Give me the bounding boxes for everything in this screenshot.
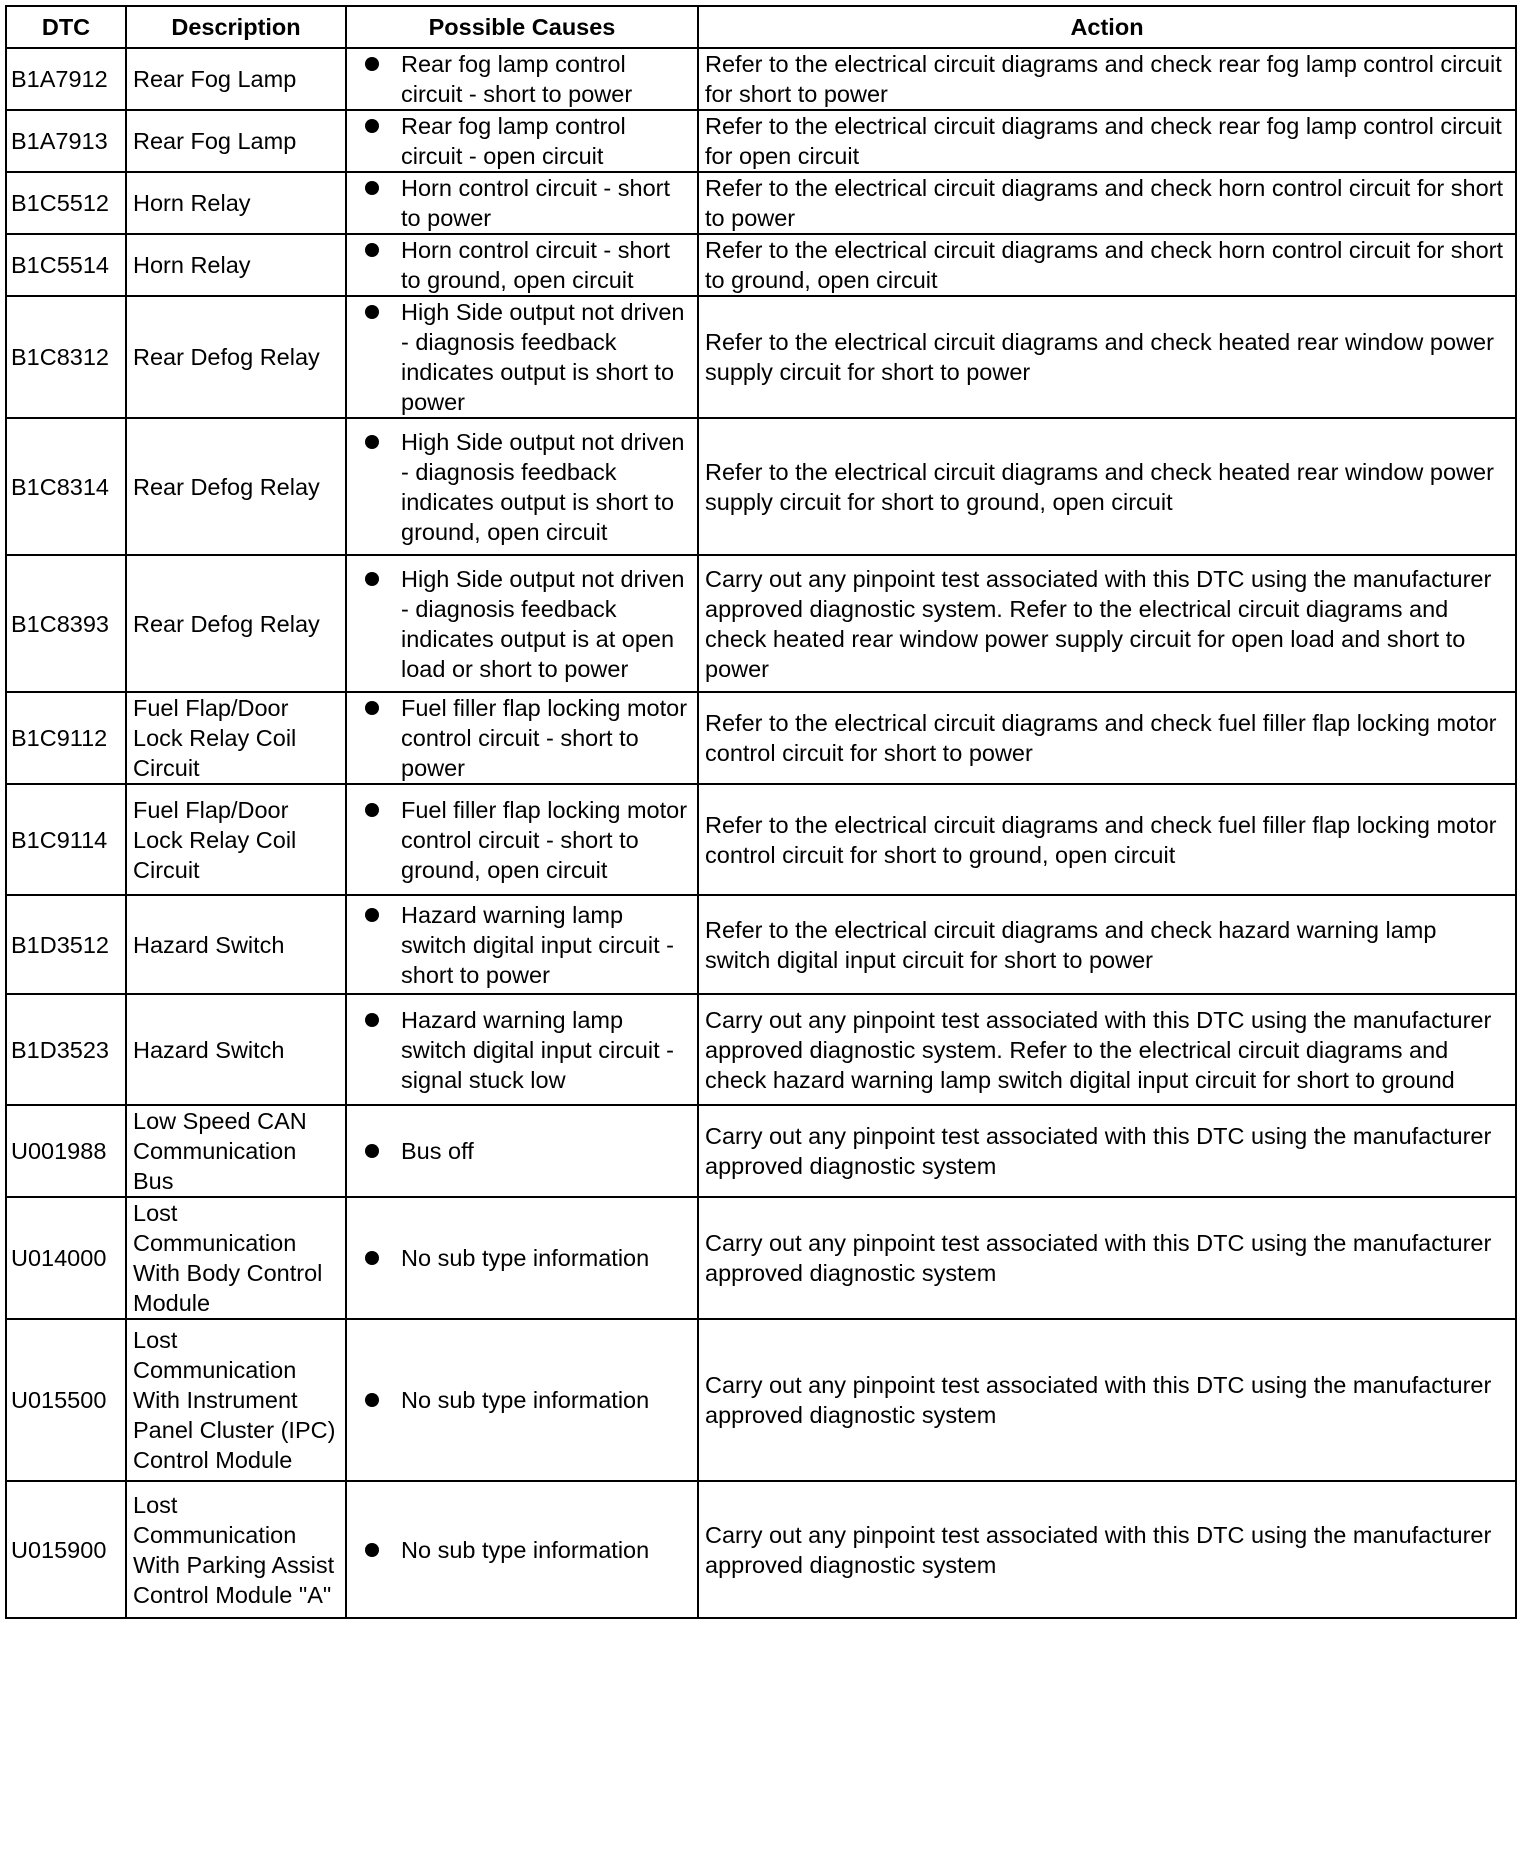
- cause-list: [365, 111, 693, 171]
- possible-causes-cell: [346, 784, 698, 895]
- action-text: Refer to the electrical circuit diagrams and check fuel filler flap locking motor control circuit for short to ground, open circuit: [698, 784, 1516, 895]
- bullet-icon: [365, 305, 379, 319]
- cause-text: No sub type information: [401, 1387, 650, 1413]
- cause-item: [365, 1535, 693, 1565]
- cause-item: [365, 297, 693, 417]
- bullet-icon: [365, 1393, 379, 1407]
- cause-item: [365, 49, 693, 109]
- cause-list: [365, 1243, 693, 1273]
- table-row: [6, 172, 1516, 234]
- header-dtc: DTC: [6, 6, 126, 48]
- bullet-icon: [365, 57, 379, 71]
- cause-list: [365, 427, 693, 547]
- cause-text: Bus off: [401, 1138, 474, 1164]
- cause-item: [365, 427, 693, 547]
- cause-item: [365, 693, 693, 783]
- dtc-description: Rear Fog Lamp: [126, 48, 346, 110]
- action-text: Refer to the electrical circuit diagrams and check horn control circuit for short to power: [698, 172, 1516, 234]
- dtc-code: B1C5512: [6, 172, 126, 234]
- dtc-code: B1A7913: [6, 110, 126, 172]
- cause-item: [365, 1136, 693, 1166]
- table-row: [6, 692, 1516, 784]
- bullet-icon: [365, 572, 379, 586]
- dtc-code: B1D3523: [6, 994, 126, 1105]
- cause-list: [365, 1385, 693, 1415]
- action-text: Carry out any pinpoint test associated with this DTC using the manufacturer approved diagnostic system. Refer to the electrical circuit diagrams and check hazard warning lamp switch digital input circuit for short to ground: [698, 994, 1516, 1105]
- table-row: [6, 994, 1516, 1105]
- bullet-icon: [365, 908, 379, 922]
- possible-causes-cell: [346, 110, 698, 172]
- bullet-icon: [365, 435, 379, 449]
- table-row: [6, 48, 1516, 110]
- action-text: Refer to the electrical circuit diagrams and check rear fog lamp control circuit for short to power: [698, 48, 1516, 110]
- table-body: [6, 48, 1516, 1618]
- action-text: Refer to the electrical circuit diagrams and check heated rear window power supply circuit for short to ground, open circuit: [698, 418, 1516, 555]
- cause-list: [365, 1535, 693, 1565]
- cause-text: Horn control circuit - short to power: [401, 175, 671, 231]
- cause-item: [365, 1005, 693, 1095]
- possible-causes-cell: [346, 1481, 698, 1618]
- dtc-description: Low Speed CAN Communication Bus: [126, 1105, 346, 1197]
- dtc-code: U015900: [6, 1481, 126, 1618]
- cause-list: [365, 49, 693, 109]
- header-description: Description: [126, 6, 346, 48]
- cause-text: Rear fog lamp control circuit - open circuit: [401, 113, 626, 169]
- table-row: [6, 1481, 1516, 1618]
- possible-causes-cell: [346, 48, 698, 110]
- dtc-code: U001988: [6, 1105, 126, 1197]
- bullet-icon: [365, 181, 379, 195]
- possible-causes-cell: [346, 234, 698, 296]
- dtc-description: Lost Communication With Instrument Panel Cluster (IPC) Control Module: [126, 1319, 346, 1481]
- cause-text: Hazard warning lamp switch digital input circuit - short to power: [401, 901, 674, 988]
- cause-item: [365, 173, 693, 233]
- cause-list: [365, 900, 693, 990]
- dtc-description: Rear Defog Relay: [126, 418, 346, 555]
- table-row: [6, 1197, 1516, 1319]
- possible-causes-cell: [346, 1197, 698, 1319]
- table-row: [6, 234, 1516, 296]
- action-text: Refer to the electrical circuit diagrams and check rear fog lamp control circuit for open circuit: [698, 110, 1516, 172]
- dtc-description: Lost Communication With Parking Assist Control Module "A": [126, 1481, 346, 1618]
- cause-list: [365, 1136, 693, 1166]
- dtc-description: Hazard Switch: [126, 895, 346, 994]
- action-text: Refer to the electrical circuit diagrams and check fuel filler flap locking motor control circuit for short to power: [698, 692, 1516, 784]
- dtc-code: B1C9114: [6, 784, 126, 895]
- cause-text: No sub type information: [401, 1245, 650, 1271]
- cause-text: Hazard warning lamp switch digital input circuit - signal stuck low: [401, 1006, 674, 1093]
- possible-causes-cell: [346, 895, 698, 994]
- dtc-description: Lost Communication With Body Control Module: [126, 1197, 346, 1319]
- bullet-icon: [365, 1144, 379, 1158]
- cause-text: Horn control circuit - short to ground, open circuit: [401, 237, 671, 293]
- bullet-icon: [365, 803, 379, 817]
- table-row: [6, 296, 1516, 418]
- possible-causes-cell: [346, 296, 698, 418]
- possible-causes-cell: [346, 1105, 698, 1197]
- cause-list: [365, 564, 693, 684]
- possible-causes-cell: [346, 1319, 698, 1481]
- action-text: Carry out any pinpoint test associated with this DTC using the manufacturer approved diagnostic system: [698, 1197, 1516, 1319]
- dtc-code: U015500: [6, 1319, 126, 1481]
- dtc-description: Rear Defog Relay: [126, 296, 346, 418]
- dtc-description: Horn Relay: [126, 234, 346, 296]
- possible-causes-cell: [346, 172, 698, 234]
- bullet-icon: [365, 1251, 379, 1265]
- dtc-description: Rear Fog Lamp: [126, 110, 346, 172]
- cause-item: [365, 235, 693, 295]
- action-text: Carry out any pinpoint test associated with this DTC using the manufacturer approved diagnostic system. Refer to the electrical circuit diagrams and check heated rear window power supply circuit for open load and short to power: [698, 555, 1516, 692]
- action-text: Carry out any pinpoint test associated with this DTC using the manufacturer approved diagnostic system: [698, 1481, 1516, 1618]
- dtc-description: Hazard Switch: [126, 994, 346, 1105]
- table-row: [6, 895, 1516, 994]
- bullet-icon: [365, 119, 379, 133]
- table-row: [6, 1105, 1516, 1197]
- cause-list: [365, 297, 693, 417]
- table-row: [6, 418, 1516, 555]
- dtc-code: B1A7912: [6, 48, 126, 110]
- action-text: Carry out any pinpoint test associated with this DTC using the manufacturer approved diagnostic system: [698, 1319, 1516, 1481]
- cause-text: Fuel filler flap locking motor control circuit - short to power: [401, 695, 688, 781]
- action-text: Refer to the electrical circuit diagrams and check heated rear window power supply circuit for short to power: [698, 296, 1516, 418]
- possible-causes-cell: [346, 994, 698, 1105]
- cause-text: No sub type information: [401, 1536, 650, 1563]
- cause-item: [365, 900, 693, 990]
- cause-text: High Side output not driven - diagnosis feedback indicates output is short to power: [401, 299, 685, 415]
- dtc-description: Fuel Flap/Door Lock Relay Coil Circuit: [126, 784, 346, 895]
- possible-causes-cell: [346, 692, 698, 784]
- cause-list: [365, 173, 693, 233]
- cause-item: [365, 564, 693, 684]
- bullet-icon: [365, 701, 379, 715]
- dtc-description: Horn Relay: [126, 172, 346, 234]
- table-row: [6, 555, 1516, 692]
- cause-list: [365, 235, 693, 295]
- dtc-code: U014000: [6, 1197, 126, 1319]
- dtc-table: [5, 5, 1517, 1619]
- bullet-icon: [365, 243, 379, 257]
- cause-item: [365, 1385, 693, 1415]
- action-text: Refer to the electrical circuit diagrams and check horn control circuit for short to ground, open circuit: [698, 234, 1516, 296]
- header-possible-causes: Possible Causes: [346, 6, 698, 48]
- table-header-row: [6, 6, 1516, 48]
- table-row: [6, 110, 1516, 172]
- action-text: Refer to the electrical circuit diagrams and check hazard warning lamp switch digital input circuit for short to power: [698, 895, 1516, 994]
- header-action: Action: [698, 6, 1516, 48]
- table-row: [6, 1319, 1516, 1481]
- cause-list: [365, 795, 693, 885]
- cause-list: [365, 1005, 693, 1095]
- cause-text: High Side output not driven - diagnosis feedback indicates output is short to ground, open circuit: [401, 428, 685, 545]
- cause-list: [365, 693, 693, 783]
- cause-item: [365, 1243, 693, 1273]
- dtc-code: B1C9112: [6, 692, 126, 784]
- cause-item: [365, 795, 693, 885]
- bullet-icon: [365, 1543, 379, 1557]
- dtc-code: B1C8393: [6, 555, 126, 692]
- dtc-code: B1C8314: [6, 418, 126, 555]
- dtc-description: Fuel Flap/Door Lock Relay Coil Circuit: [126, 692, 346, 784]
- action-text: Carry out any pinpoint test associated with this DTC using the manufacturer approved diagnostic system: [698, 1105, 1516, 1197]
- cause-text: High Side output not driven - diagnosis feedback indicates output is at open load or short to power: [401, 565, 685, 682]
- dtc-description: Rear Defog Relay: [126, 555, 346, 692]
- cause-item: [365, 111, 693, 171]
- possible-causes-cell: [346, 418, 698, 555]
- bullet-icon: [365, 1013, 379, 1027]
- dtc-code: B1C8312: [6, 296, 126, 418]
- cause-text: Rear fog lamp control circuit - short to power: [401, 51, 633, 107]
- possible-causes-cell: [346, 555, 698, 692]
- dtc-code: B1D3512: [6, 895, 126, 994]
- table-row: [6, 784, 1516, 895]
- dtc-code: B1C5514: [6, 234, 126, 296]
- cause-text: Fuel filler flap locking motor control circuit - short to ground, open circuit: [401, 796, 688, 883]
